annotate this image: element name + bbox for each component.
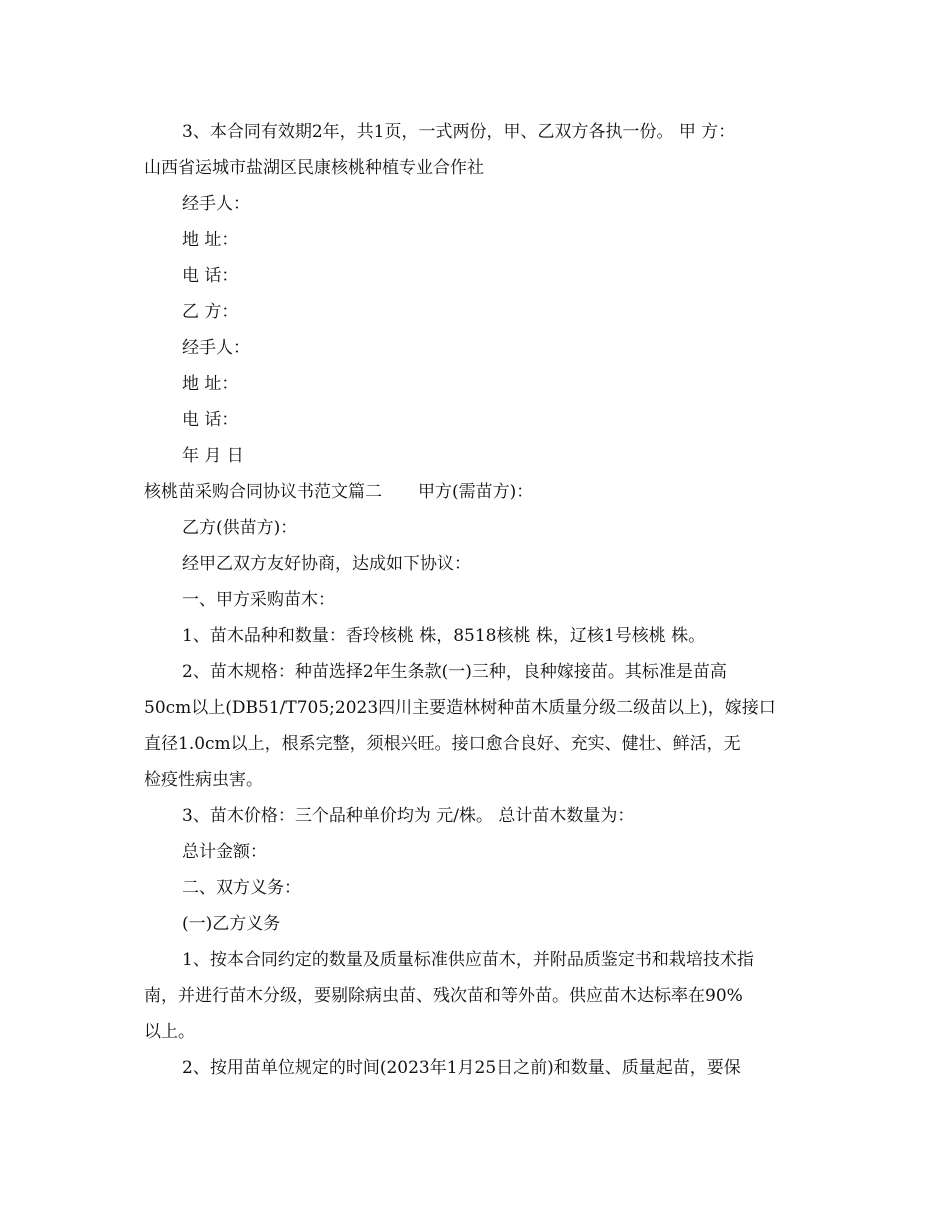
obligation-2-line-1: 2、按用苗单位规定的时间(2023年1月25日之前)和数量、质量起苗，要保 xyxy=(182,1058,741,1078)
clause-price: 3、苗木价格：三个品种单价均为 元/株。 总计苗木数量为： xyxy=(182,806,635,826)
party-a-address: 地 址： xyxy=(182,230,239,250)
party-b-address: 地 址： xyxy=(182,374,239,394)
section-title-line xyxy=(144,480,533,504)
section-title: 核桃苗采购合同协议书范文篇二 xyxy=(144,482,382,502)
party-b-handler: 经手人： xyxy=(182,338,250,358)
obligation-1-line-1: 1、按本合同约定的数量及质量标准供应苗木，并附品质鉴定书和栽培技术指 xyxy=(182,950,754,970)
obligation-1-line-2: 南，并进行苗木分级，要剔除病虫苗、残次苗和等外苗。供应苗木达标率在90% xyxy=(144,986,743,1006)
buyer-label: 甲方(需苗方)： xyxy=(418,482,534,502)
supplier-label: 乙方(供苗方)： xyxy=(182,518,298,538)
total-amount: 总计金额： xyxy=(182,842,267,862)
party-a-phone: 电 话： xyxy=(182,266,239,286)
clause-spec-line-4: 检疫性病虫害。 xyxy=(144,770,263,790)
paragraph-validity-line-2: 山西省运城市盐湖区民康核桃种植专业合作社 xyxy=(144,158,484,178)
party-b-label: 乙 方： xyxy=(182,302,239,322)
party-a-handler: 经手人： xyxy=(182,194,250,214)
clause-spec-line-2: 50cm以上(DB51/T705;2023四川主要造林树种苗木质量分级二级苗以上)，嫁接口 xyxy=(144,698,776,718)
heading-obligations: 二、双方义务： xyxy=(182,878,301,898)
clause-spec-line-1: 2、苗木规格：种苗选择2年生条款(一)三种，良种嫁接苗。其标准是苗高 xyxy=(182,662,727,682)
clause-spec-line-3: 直径1.0cm以上，根系完整，须根兴旺。接口愈合良好、充实、健壮、鲜活，无 xyxy=(144,734,741,754)
subheading-party-b-obligations: (一)乙方义务 xyxy=(182,914,281,934)
paragraph-validity-line-1: 3、本合同有效期2年，共1页，一式两份，甲、乙双方各执一份。 甲 方： xyxy=(182,122,736,142)
party-b-phone: 电 话： xyxy=(182,410,239,430)
obligation-1-line-3: 以上。 xyxy=(144,1022,195,1042)
agreement-intro: 经甲乙双方友好协商，达成如下协议： xyxy=(182,554,471,574)
heading-purchase: 一、甲方采购苗木： xyxy=(182,590,335,610)
clause-variety-quantity: 1、苗木品种和数量：香玲核桃 株，8518核桃 株，辽核1号核桃 株。 xyxy=(182,626,706,646)
date-line: 年 月 日 xyxy=(182,446,244,466)
